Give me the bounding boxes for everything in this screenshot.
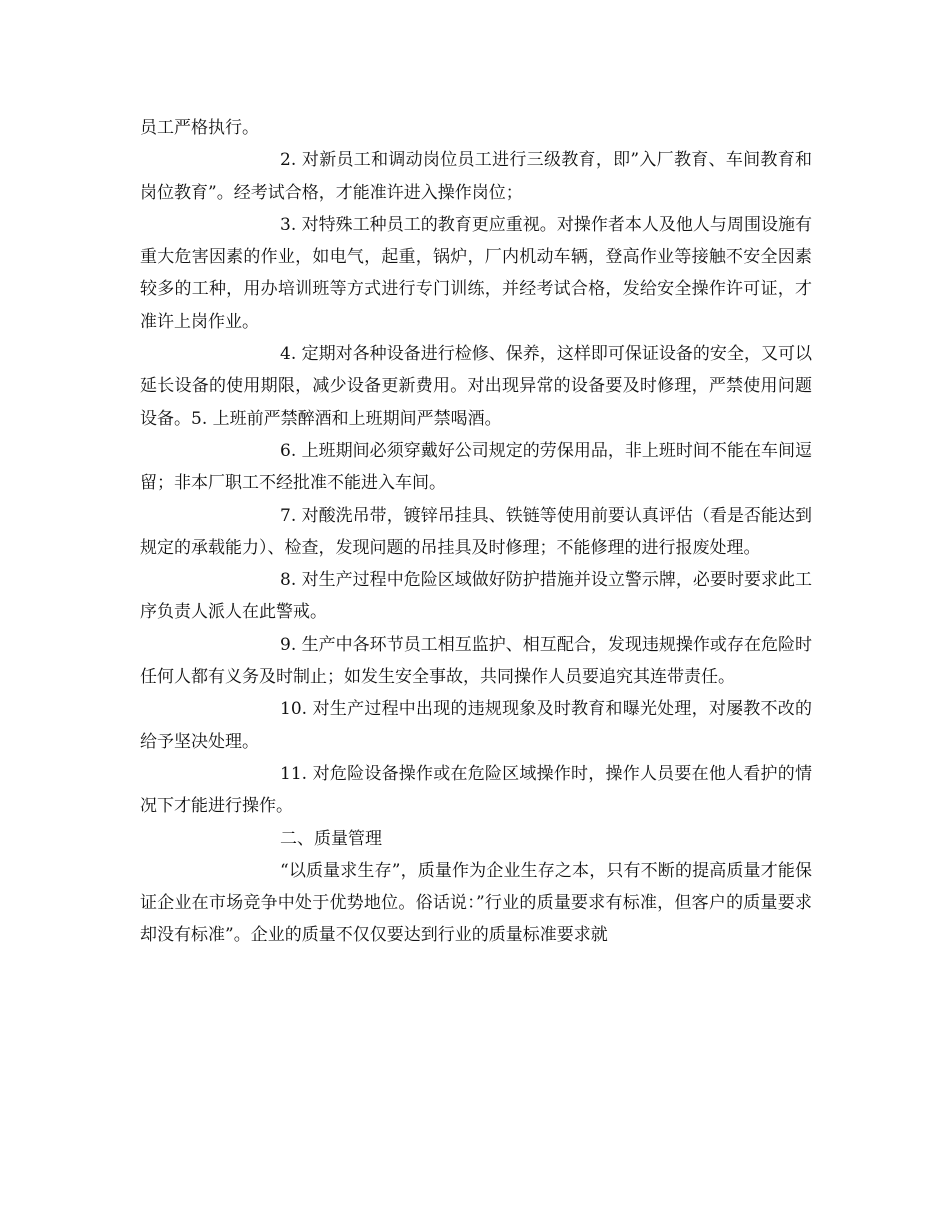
paragraph-continuation: 员工严格执行。 [140, 118, 259, 138]
paragraph-item-10: 10. 对生产过程中出现的违规现象及时教育和曝光处理，对屡教不改的给予坚决处理。 [140, 699, 812, 752]
paragraph-quality-intro: “以质量求生存”，质量作为企业生存之本，只有不断的提高质量才能保证企业在市场竞争中处于优势地位。俗话说：”行业的质量要求有标准，但客户的质量要求却没有标准”。企业的质量不仅仅要达到行业的质量标准要求就 [140, 860, 812, 946]
section-heading-quality: 二、质量管理 [280, 828, 382, 849]
paragraph-item-9: 9. 生产中各环节员工相互监护、相互配合，发现违规操作或存在危险时任何人都有义务及时制止；如发生安全事故，共同操作人员要追究其连带责任。 [140, 634, 812, 688]
document-page [140, 112, 812, 952]
paragraph-item-11: 11. 对危险设备操作或在危险区域操作时，操作人员要在他人看护的情况下才能进行操作。 [140, 763, 812, 817]
paragraph-item-4: 4. 定期对各种设备进行检修、保养，这样即可保证设备的安全，又可以延长设备的使用期限，减少设备更新费用。对出现异常的设备要及时修理，严禁使用问题设备。5. 上班前严禁醉酒和上班期间严禁喝酒。 [140, 344, 812, 429]
paragraph-item-3: 3. 对特殊工种员工的教育更应重视。对操作者本人及他人与周围设施有重大危害因素的作业，如电气，起重，锅炉，厂内机动车辆，登高作业等接触不安全因素较多的工种，用办培训班等方式进行专门训练，并经考试合格，发给安全操作许可证，才准许上岗作业。 [140, 214, 812, 332]
paragraph-item-7: 7. 对酸洗吊带，镀锌吊挂具、铁链等使用前要认真评估（看是否能达到规定的承载能力）、检查，发现问题的吊挂具及时修理；不能修理的进行报废处理。 [140, 505, 812, 558]
paragraph-item-2: 2. 对新员工和调动岗位员工进行三级教育，即”入厂教育、车间教育和岗位教育”。经考试合格，才能准许进入操作岗位； [140, 150, 812, 203]
paragraph-item-8: 8. 对生产过程中危险区域做好防护措施并设立警示牌，必要时要求此工序负责人派人在此警戒。 [140, 570, 812, 623]
paragraph-item-6: 6. 上班期间必须穿戴好公司规定的劳保用品，非上班时间不能在车间逗留；非本厂职工不经批准不能进入车间。 [140, 440, 812, 494]
